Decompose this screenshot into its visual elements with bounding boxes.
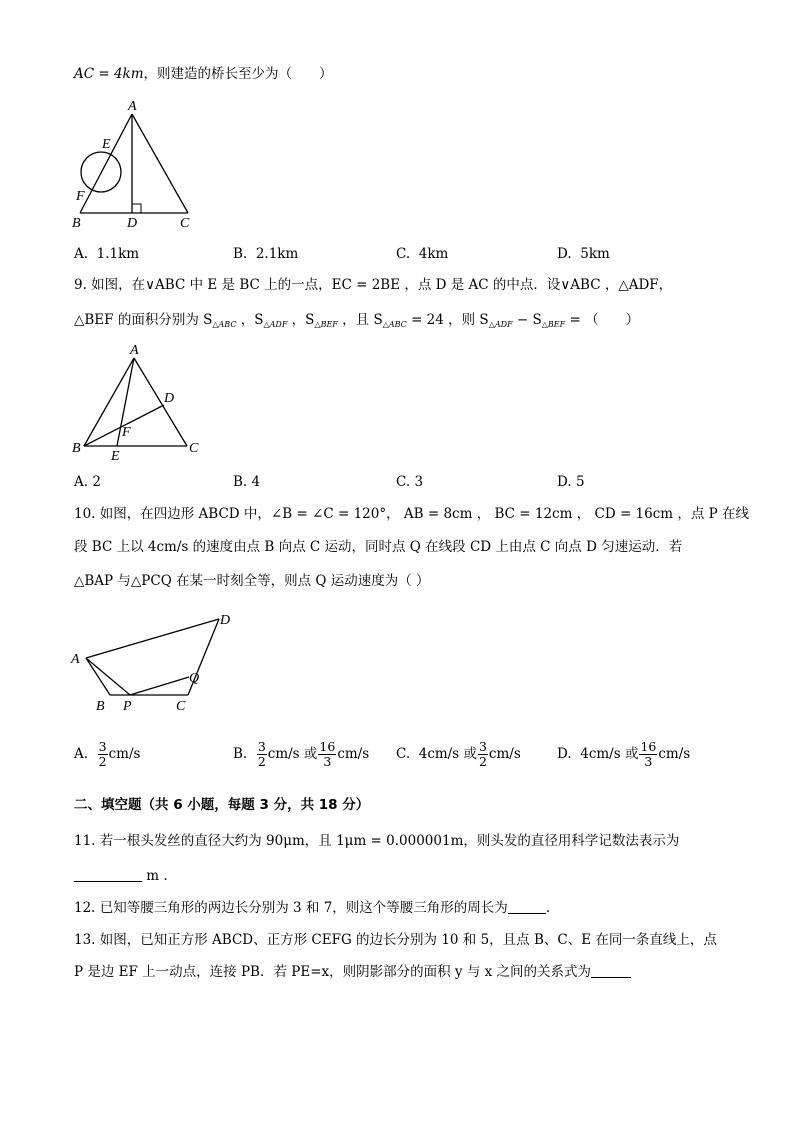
- q10-stem-line3: △BAP 与△PCQ 在某一时刻全等，则点 Q 运动速度为（ ）: [74, 573, 430, 589]
- q8-option-c[interactable]: C. 4km: [396, 246, 449, 262]
- q8-label-f: F: [76, 189, 85, 204]
- q8-label-c: C: [180, 216, 190, 231]
- q9-option-a[interactable]: A. 2: [74, 474, 101, 490]
- q8-stem-text: ，则建造的桥长至少为（ ）: [143, 66, 333, 82]
- q9-option-d[interactable]: D. 5: [557, 474, 585, 490]
- q9-label-b: B: [72, 441, 81, 456]
- q8-label-b: B: [72, 216, 81, 231]
- q8-label-d: D: [127, 216, 138, 231]
- q10-label-d: D: [220, 613, 231, 628]
- q8-option-b[interactable]: B. 2.1km: [233, 246, 299, 262]
- section-2-heading: 二、填空题（共 6 小题，每题 3 分，共 18 分）: [74, 797, 370, 813]
- q10-option-b[interactable]: B. $\frac{3}{2}$ cm/s 或 $\frac{16}{3}$ cm/s: [233, 739, 370, 769]
- q10-label-b: B: [96, 699, 105, 714]
- q13-answer-blank[interactable]: [591, 963, 631, 978]
- q9-option-b[interactable]: B. 4: [233, 474, 261, 490]
- q12-answer-blank[interactable]: [508, 899, 546, 914]
- q10-b-fraction-2: $\frac{16}{3}$: [319, 739, 336, 769]
- q8-label-a: A: [128, 99, 137, 114]
- q9-label-d: D: [164, 391, 175, 406]
- q8-option-d[interactable]: D. 5km: [557, 246, 610, 262]
- q9-label-f: F: [122, 425, 131, 440]
- q10-stem-line1: 10. 如图，在四边形 ABCD 中，∠B = ∠C = 120°， AB = 8cm ， BC = 12cm ， CD = 16cm ，点 P 在线: [74, 506, 750, 522]
- q11-answer-blank[interactable]: [74, 867, 142, 882]
- q13-stem-line1: 13. 如图，已知正方形 ABCD、正方形 CEFG 的边长分别为 10 和 5，且点 B、C、E 在同一条直线上，点: [74, 932, 717, 948]
- q8-figure: [70, 96, 200, 232]
- q12-stem: 12. 已知等腰三角形的两边长分别为 3 和 7，则这个等腰三角形的周长为 .: [74, 900, 551, 916]
- q10-label-a: A: [71, 652, 80, 667]
- q8-label-e: E: [102, 137, 111, 152]
- q10-b-fraction-1: $\frac{3}{2}$: [257, 739, 266, 769]
- q10-d-fraction: $\frac{16}{3}$: [640, 739, 657, 769]
- q8-stem: [74, 64, 333, 84]
- q10-stem-line2: 段 BC 上以 4cm/s 的速度由点 B 向点 C 运动，同时点 Q 在线段 CD 上由点 C 向点 D 匀速运动．若: [74, 539, 683, 555]
- q9-option-c[interactable]: C. 3: [396, 474, 424, 490]
- q10-c-fraction: $\frac{3}{2}$: [478, 739, 487, 769]
- q10-label-q: Q: [189, 671, 200, 686]
- q10-a-fraction: $\frac{3}{2}$: [98, 739, 107, 769]
- q9-figure: [70, 340, 210, 465]
- q8-stem-math: AC = 4km: [74, 66, 144, 82]
- q10-option-a[interactable]: A. $\frac{3}{2}$ cm/s: [74, 739, 141, 769]
- q13-stem-line2: P 是边 EF 上一动点，连接 PB．若 PE=x，则阴影部分的面积 y 与 x 之间的关系式为: [74, 962, 631, 982]
- q9-label-e: E: [111, 449, 120, 464]
- q9-stem-line1: 9. 如图，在∨ABC 中 E 是 BC 上的一点，EC = 2BE ，点 D 是 AC 的中点．设∨ABC ，△ADF，: [74, 277, 673, 293]
- q9-stem-line2: △BEF 的面积分别为 $S_{\triangle ABC}$ ，$S_{\triangle ADF}$ ，$S_{\triangle BEF}$ ，且 $S_{\triangle ABC} = 24$ ，则 $S_{\triangle ADF} - S_{\triangle BEF}$ = （ ）: [74, 312, 640, 329]
- q10-label-p: P: [123, 699, 132, 714]
- q9-label-c: C: [189, 441, 199, 456]
- q10-option-d[interactable]: D. 4cm/s 或 $\frac{16}{3}$ cm/s: [557, 739, 691, 769]
- q10-option-c[interactable]: C. 4cm/s 或 $\frac{3}{2}$ cm/s: [396, 739, 521, 769]
- q11-stem-line1: 11. 若一根头发丝的直径大约为 90μm，且 1μm = 0.000001m，则头发的直径用科学记数法表示为: [74, 833, 680, 849]
- q8-option-a[interactable]: A. 1.1km: [74, 246, 140, 262]
- q10-label-c: C: [176, 699, 186, 714]
- q10-figure: [68, 608, 248, 720]
- q9-label-a: A: [130, 343, 139, 358]
- q11-stem-line2: m .: [74, 866, 168, 886]
